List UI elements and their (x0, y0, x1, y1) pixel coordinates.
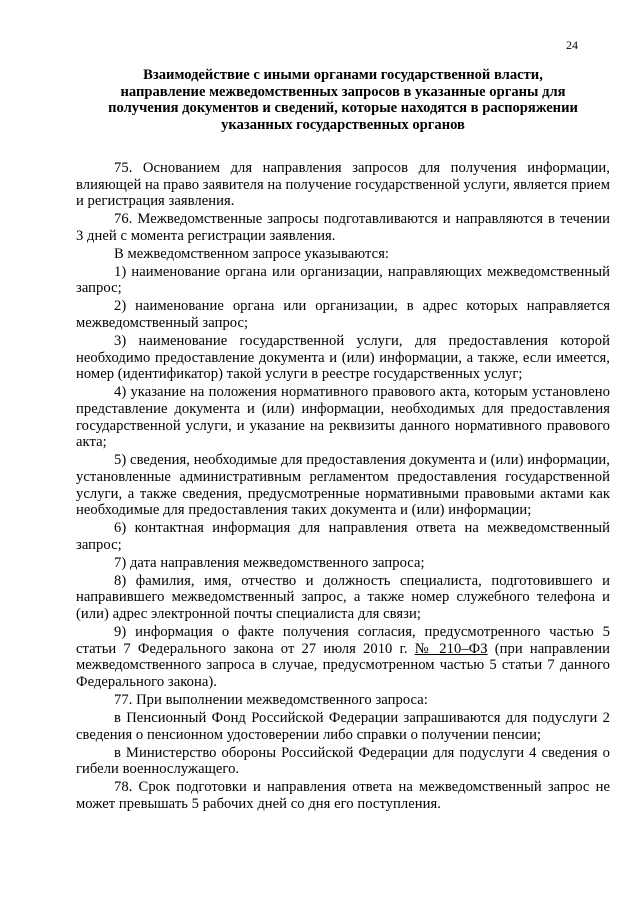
heading-line: Взаимодействие с иными органами государственной власти, (143, 67, 543, 83)
paragraph-request-intro: В межведомственном запросе указываются: (114, 245, 390, 262)
list-item-9-text-before: 9) информация о факте получения согласия, предусмотренного частью 5 статьи 7 Федерального закона от 27 июля 2010 г. (76, 624, 610, 657)
law-reference-link[interactable]: № 210–ФЗ (414, 640, 488, 657)
paragraph-76: 76. Межведомственные запросы подготавливаются и направляются в течении 3 дней с момента регистрации заявления. (76, 211, 610, 244)
page-number: 24 (566, 38, 578, 52)
list-item-9-text-after: (при направлении межведомственного запроса в случае, предусмотренном частью 5 статьи 7 данного Федерального закона). (76, 640, 610, 691)
list-item-1: 1) наименование органа или организации, направляющих межведомственный запрос; (76, 263, 610, 297)
list-item-7: 7) дата направления межведомственного запроса; (114, 554, 425, 571)
section-heading (76, 67, 610, 133)
heading-line: получения документов и сведений, которые находятся в распоряжении (108, 100, 578, 116)
paragraph-77: 77. При выполнении межведомственного запроса: (114, 692, 428, 709)
list-item-6: 6) контактная информация для направления ответа на межведомственный запрос; (76, 520, 610, 553)
paragraph-77-defense-ministry: в Министерство обороны Российской Федерации для подуслуги 4 сведения о гибели военнослужащего. (76, 744, 610, 778)
heading-line: направление межведомственных запросов в указанные органы для (120, 83, 566, 100)
list-item-4: 4) указание на положения нормативного правового акта, которым установлено представление документа и (или) информации, необходимых для предоставления государственной услуги, и указание на реквизиты данного нормативного правового акта; (76, 384, 610, 451)
paragraph-77-pension-fund: в Пенсионный Фонд Российской Федерации запрашиваются для подуслуги 2 сведения о пенсионном удостоверении либо справки о получении пенсии; (76, 709, 610, 743)
list-item-8: 8) фамилия, имя, отчество и должность специалиста, подготовившего и направившего межведомственный запрос, а также номер служебного телефона и (или) адрес электронной почты специалиста для связи; (76, 572, 610, 623)
document-body (76, 160, 610, 814)
paragraph-78: 78. Срок подготовки и направления ответа на межведомственный запрос не может превышать 5 рабочих дней со дня его поступления. (76, 779, 610, 812)
list-item-3: 3) наименование государственной услуги, для предоставления которой необходимо предоставление документа и (или) информации, а также, если имеется, номер (идентификатор) такой услуги в реестре государственных услуг; (76, 332, 610, 383)
paragraph-75: 75. Основанием для направления запросов для получения информации, влияющей на право заявителя на получение государственной услуги, является прием и регистрация заявления. (76, 160, 610, 210)
list-item-9 (76, 624, 610, 691)
list-item-2: 2) наименование органа или организации, в адрес которых направляется межведомственный запрос; (76, 298, 610, 332)
list-item-5: 5) сведения, необходимые для предоставления документа и (или) информации, установленные административным регламентом предоставления государственной услуги, а также сведения, предусмотренные нормативными правовыми актами как необходимые для предоставления таких документа и (или) информации; (76, 452, 610, 519)
heading-line: указанных государственных органов (221, 116, 465, 133)
